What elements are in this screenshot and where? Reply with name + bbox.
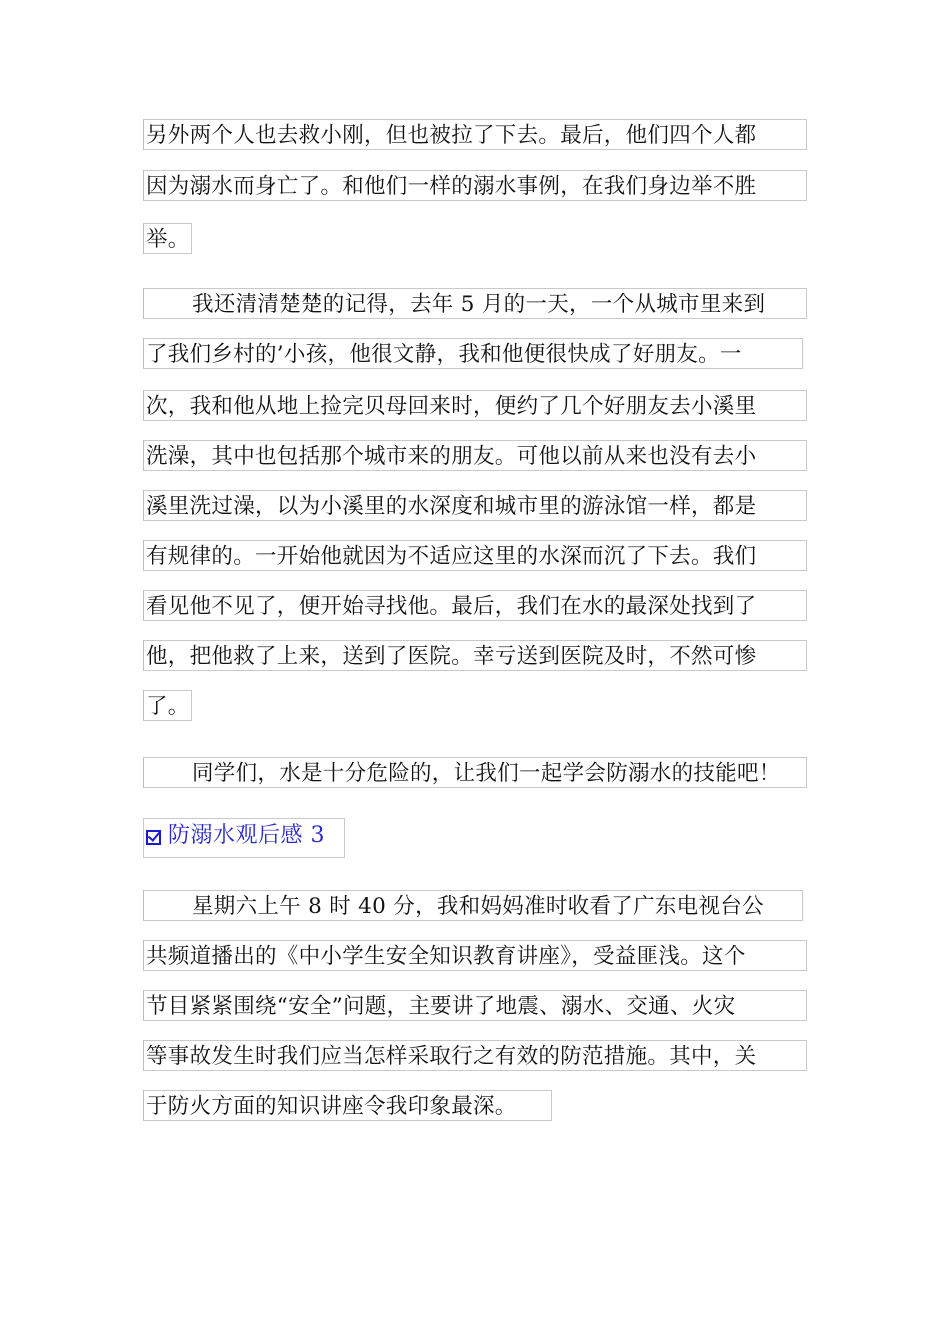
- text-line: 看见他不见了，便开始寻找他。最后，我们在水的最深处找到了: [143, 590, 807, 621]
- text-line: 于防火方面的知识讲座令我印象最深。: [143, 1090, 552, 1121]
- text-line: 我还清清楚楚的记得，去年 5 月的一天，一个从城市里来到: [143, 288, 807, 319]
- section-heading: [143, 818, 345, 858]
- text-line: 了。: [143, 690, 192, 721]
- text-line: 等事故发生时我们应当怎样采取行之有效的防范措施。其中，关: [143, 1040, 807, 1071]
- checkbox-checked-icon: [146, 830, 161, 845]
- text-line: 次，我和他从地上捡完贝母回来时，便约了几个好朋友去小溪里: [143, 390, 807, 421]
- text-line: 节目紧紧围绕“安全”问题，主要讲了地震、溺水、交通、火灾: [143, 990, 807, 1021]
- text-line: 举。: [143, 223, 192, 254]
- text-line: 有规律的。一开始他就因为不适应这里的水深而沉了下去。我们: [143, 540, 807, 571]
- section-heading-text: 防溺水观后感 3: [168, 823, 325, 848]
- text-line: 洗澡，其中也包括那个城市来的朋友。可他以前从来也没有去小: [143, 440, 807, 471]
- text-line: 另外两个人也去救小刚，但也被拉了下去。最后，他们四个人都: [143, 119, 807, 150]
- text-line: 溪里洗过澡，以为小溪里的水深度和城市里的游泳馆一样，都是: [143, 490, 807, 521]
- text-line: 了我们乡村的’小孩，他很文静，我和他便很快成了好朋友。一: [143, 338, 803, 369]
- text-line: 星期六上午 8 时 40 分，我和妈妈准时收看了广东电视台公: [143, 890, 803, 921]
- text-line: 同学们，水是十分危险的，让我们一起学会防溺水的技能吧！: [143, 757, 807, 788]
- text-line: 共频道播出的《中小学生安全知识教育讲座》，受益匪浅。这个: [143, 940, 807, 971]
- text-line: 因为溺水而身亡了。和他们一样的溺水事例，在我们身边举不胜: [143, 170, 807, 201]
- text-line: 他，把他救了上来，送到了医院。幸亏送到医院及时，不然可惨: [143, 640, 807, 671]
